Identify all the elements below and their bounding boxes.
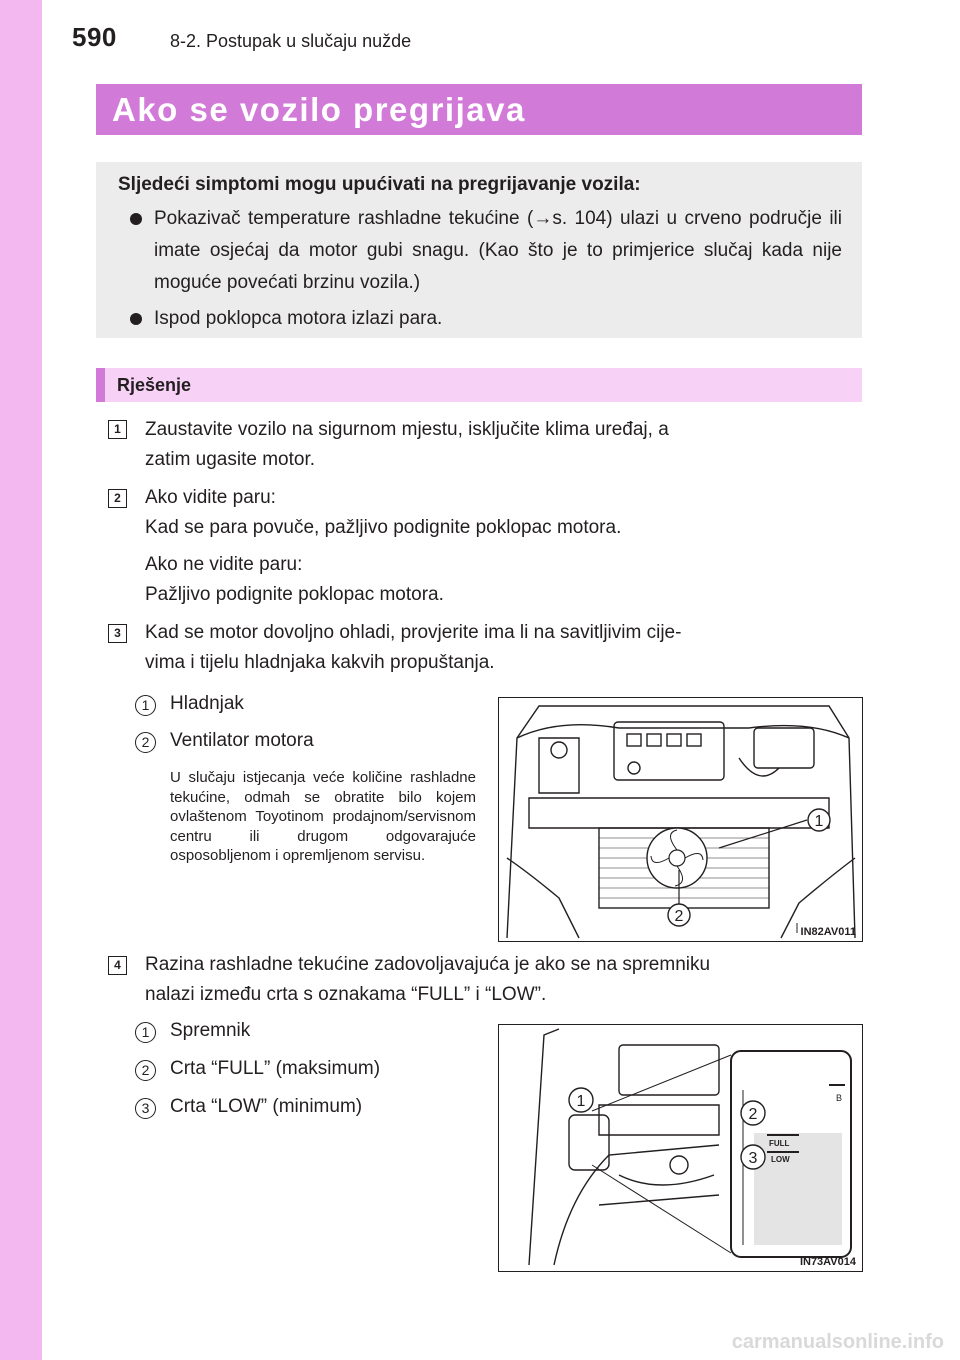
symptom-text: Ispod poklopca motora izlazi para.	[154, 308, 443, 329]
symptom-text: Pokazivač temperature rashladne tekućine (→s. 104) ulazi u crveno područje ili imate osjećaj da motor gubi snagu. (Kao što je to primjerice slučaj kada nije moguće povećati brzinu vozila.)	[154, 208, 842, 293]
callout-number: 1	[135, 695, 156, 716]
marker-number: 1	[814, 813, 824, 830]
figure-code: IN73AV014	[799, 1256, 856, 1268]
marker-number: 2	[748, 1106, 758, 1123]
marker-number: 1	[576, 1093, 586, 1110]
marker-number: 2	[674, 908, 684, 925]
callout-label-low-line: Crta “LOW” (minimum)	[170, 1096, 363, 1117]
marker-number: 3	[748, 1150, 758, 1167]
step-1-line-2: zatim ugasite motor.	[145, 449, 316, 470]
callout-label-radiator: Hladnjak	[170, 693, 244, 714]
callout-label-fan: Ventilator motora	[170, 730, 314, 751]
bullet-icon	[130, 213, 142, 225]
coolant-reservoir-illustration	[499, 1025, 862, 1271]
symptom-item	[118, 303, 842, 335]
low-line-label: LOW	[771, 1155, 790, 1164]
bullet-icon	[130, 313, 142, 325]
step-2-line-2: Kad se para povuče, pažljivo podignite poklopac motora.	[145, 517, 622, 538]
step-4-line-2: nalazi između crta s oznakama “FULL” i “LOW”.	[145, 984, 547, 1005]
step-2-line-4: Pažljivo podignite poklopac motora.	[145, 584, 444, 605]
step-number-1: 1	[108, 420, 127, 439]
step-number-3: 3	[108, 624, 127, 643]
figure-code: IN82AV011	[800, 926, 856, 938]
section-title: Ako se vozilo pregrijava	[96, 84, 862, 135]
coolant-reservoir-figure	[498, 1024, 863, 1272]
step-number-2: 2	[108, 489, 127, 508]
leak-note: U slučaju istjecanja veće količine rashladne tekućine, odmah se obratite bilo kojem ovlaštenom Toyotinom prodajnom/servisnom centru ili drugom odgovarajuće osposobljenom i opremljenom servisu.	[170, 769, 476, 864]
step-2-line-3: Ako ne vidite paru:	[145, 554, 303, 575]
step-3-line-1: Kad se motor dovoljno ohladi, provjerite ima li na savitljivim cije-	[145, 622, 682, 643]
callout-label-full-line: Crta “FULL” (maksimum)	[170, 1058, 381, 1079]
chapter-title: 8-2. Postupak u slučaju nužde	[170, 31, 412, 51]
b-mark-label: B	[836, 1093, 843, 1103]
step-3-line-2: vima i tijelu hladnjaka kakvih propuštanja.	[145, 652, 495, 673]
symptom-item	[118, 203, 842, 299]
symptoms-intro: Sljedeći simptomi mogu upućivati na pregrijavanje vozila:	[118, 174, 641, 195]
chapter-side-tab	[0, 0, 42, 1360]
callout-number: 1	[135, 1022, 156, 1043]
step-number-4: 4	[108, 956, 127, 975]
step-1-line-1: Zaustavite vozilo na sigurnom mjestu, isključite klima uređaj, a	[145, 419, 669, 440]
full-line-label: FULL	[769, 1139, 790, 1148]
step-2-line-1: Ako vidite paru:	[145, 487, 276, 508]
symptoms-box	[96, 162, 862, 338]
callout-number: 2	[135, 732, 156, 753]
callout-number: 3	[135, 1098, 156, 1119]
watermark: carmanualsonline.info	[731, 1331, 944, 1353]
solution-heading: Rješenje	[96, 368, 862, 402]
page-number: 590	[72, 22, 117, 52]
callout-label-reservoir: Spremnik	[170, 1020, 251, 1041]
step-4-line-1: Razina rashladne tekućine zadovoljavajuća je ako se na spremniku	[145, 954, 711, 975]
engine-bay-figure	[498, 697, 863, 942]
callout-number: 2	[135, 1060, 156, 1081]
engine-bay-illustration	[499, 698, 862, 941]
